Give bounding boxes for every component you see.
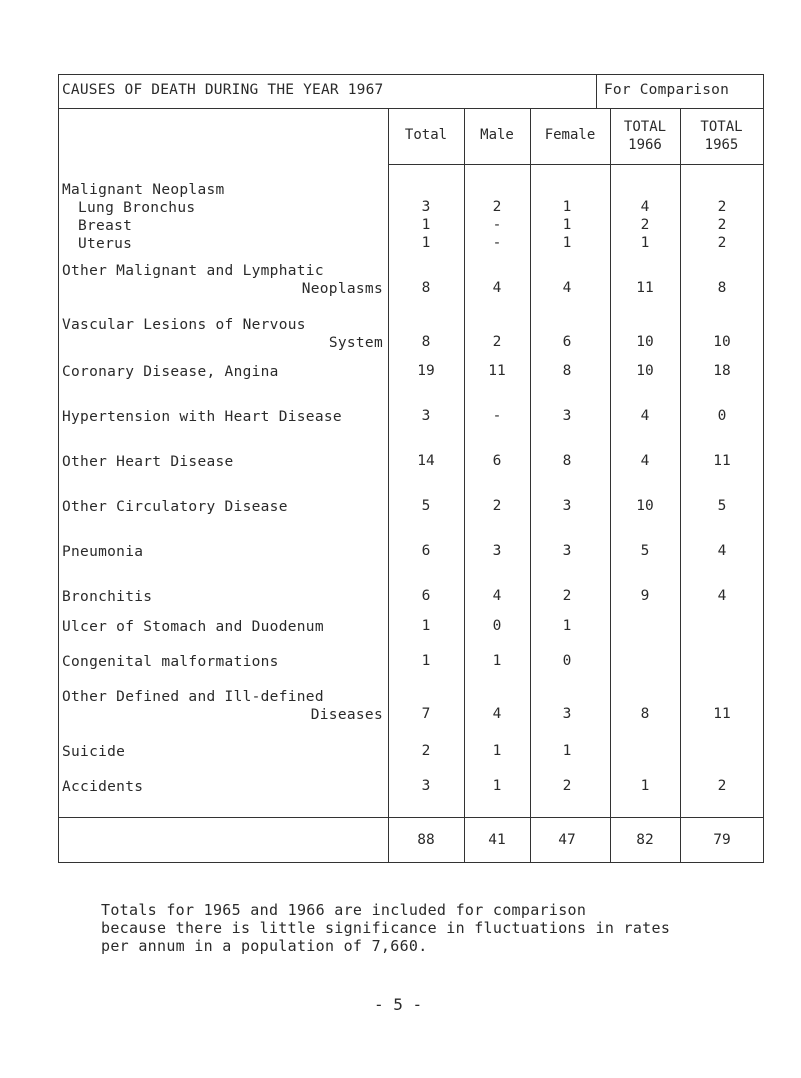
cell-female: 3 [562,408,572,424]
row-label: Lung Bronchus [78,200,196,216]
header-1965 [680,118,763,154]
row-label: Other Heart Disease [62,454,234,470]
row-label: Congenital malformations [62,654,279,670]
row-label-continuation: Neoplasms [301,281,383,297]
cell-total: 19 [417,363,435,379]
totals-female: 47 [558,832,576,848]
comparison-title: For Comparison [604,82,730,98]
cell-total: 1 [421,653,431,669]
cell-female: 6 [562,334,572,350]
header-1966 [610,118,680,154]
cell-male: - [492,235,502,251]
table-bottom-border [58,862,764,863]
row-label: Coronary Disease, Angina [62,364,279,380]
cell-1965: 2 [717,778,727,794]
cell-total: 1 [421,235,431,251]
note-line-1: Totals for 1965 and 1966 are included for comparison [101,901,587,919]
header-separator [388,164,764,165]
row-label: Hypertension with Heart Disease [62,409,342,425]
cell-total: 8 [421,334,431,350]
totals-male: 41 [488,832,506,848]
row-label: Ulcer of Stomach and Duodenum [62,619,324,635]
cell-total: 3 [421,199,431,215]
cell-total: 7 [421,706,431,722]
col-divider-1966 [610,108,611,862]
cell-male: 1 [492,653,502,669]
header-1966-label: TOTAL [623,119,667,135]
cell-male: 4 [492,706,502,722]
totals-total: 88 [417,832,435,848]
cell-total: 6 [421,588,431,604]
header-female: Female [544,127,596,143]
row-label: Other Malignant and Lymphatic [62,263,324,279]
cell-1966: 4 [640,199,650,215]
col-divider-male [464,108,465,862]
table-left-border [58,74,59,862]
cell-female: 8 [562,453,572,469]
cell-male: 1 [492,743,502,759]
note-line-2: because there is little significance in fluctuations in rates [101,919,671,937]
row-label: Vascular Lesions of Nervous [62,317,306,333]
table-right-border [763,74,764,862]
cell-total: 8 [421,280,431,296]
cell-1966: 4 [640,453,650,469]
cell-1966: 1 [640,235,650,251]
cell-male: 1 [492,778,502,794]
row-label-continuation: Diseases [310,707,383,723]
col-divider-female [530,108,531,862]
table-top-border [58,74,764,75]
cell-1965: 5 [717,498,727,514]
cell-male: 0 [492,618,502,634]
cell-1966: 10 [636,334,654,350]
cell-total: 2 [421,743,431,759]
row-label: Other Defined and Ill-defined [62,689,324,705]
cell-female: 2 [562,588,572,604]
cell-male: 2 [492,498,502,514]
cell-female: 8 [562,363,572,379]
cell-female: 1 [562,743,572,759]
cell-total: 3 [421,408,431,424]
cell-1965: 10 [713,334,731,350]
totals-1966: 82 [636,832,654,848]
cell-total: 14 [417,453,435,469]
cell-1965: 4 [717,543,727,559]
table-title: CAUSES OF DEATH DURING THE YEAR 1967 [62,82,384,98]
cell-1966: 10 [636,363,654,379]
cell-total: 3 [421,778,431,794]
row-label: Breast [78,218,133,234]
cell-1966: 9 [640,588,650,604]
row-label: Other Circulatory Disease [62,499,288,515]
header-total: Total [404,127,448,143]
cell-female: 1 [562,217,572,233]
cell-female: 2 [562,778,572,794]
cell-female: 1 [562,199,572,215]
row-label: Uterus [78,236,133,252]
cell-male: 3 [492,543,502,559]
header-1965-label: TOTAL [700,119,743,135]
cell-female: 1 [562,235,572,251]
cell-1966: 5 [640,543,650,559]
page-number: - 5 - [374,995,423,1014]
totals-1965: 79 [713,832,731,848]
cell-total: 1 [421,618,431,634]
cell-male: 11 [488,363,506,379]
cell-1966: 4 [640,408,650,424]
cell-female: 1 [562,618,572,634]
row-label-continuation: System [328,335,383,351]
cell-1965: 4 [717,588,727,604]
row-label: Accidents [62,779,144,795]
header-1966-year: 1966 [628,137,662,153]
cell-total: 5 [421,498,431,514]
cell-total: 1 [421,217,431,233]
header-1965-year: 1965 [704,137,739,153]
cell-1965: 2 [717,199,727,215]
group-heading: Malignant Neoplasm [62,182,225,198]
header-male: Male [480,127,514,143]
cell-female: 3 [562,498,572,514]
cell-1966: 8 [640,706,650,722]
row-label: Bronchitis [62,589,153,605]
title-separator [58,108,764,109]
cell-1966: 10 [636,498,654,514]
cell-1965: 8 [717,280,727,296]
row-label: Pneumonia [62,544,144,560]
cell-1965: 2 [717,235,727,251]
cell-female: 4 [562,280,572,296]
cell-1965: 11 [713,706,731,722]
row-label: Suicide [62,744,126,760]
cell-1966: 1 [640,778,650,794]
cell-male: 6 [492,453,502,469]
cell-male: 2 [492,199,502,215]
cell-1965: 0 [717,408,727,424]
comparison-divider [596,74,597,108]
cell-1965: 18 [713,363,731,379]
cell-1965: 11 [713,453,731,469]
cell-male: 4 [492,280,502,296]
note-line-3: per annum in a population of 7,660. [101,937,428,955]
cell-male: 4 [492,588,502,604]
cell-1965: 2 [717,217,727,233]
cell-female: 3 [562,706,572,722]
cell-1966: 11 [636,280,654,296]
col-divider-total [388,108,389,862]
cell-male: 2 [492,334,502,350]
cell-male: - [492,217,502,233]
cell-male: - [492,408,502,424]
cell-1966: 2 [640,217,650,233]
cell-total: 6 [421,543,431,559]
totals-separator [58,817,764,818]
cell-female: 0 [562,653,572,669]
col-divider-1965 [680,108,681,862]
cell-female: 3 [562,543,572,559]
